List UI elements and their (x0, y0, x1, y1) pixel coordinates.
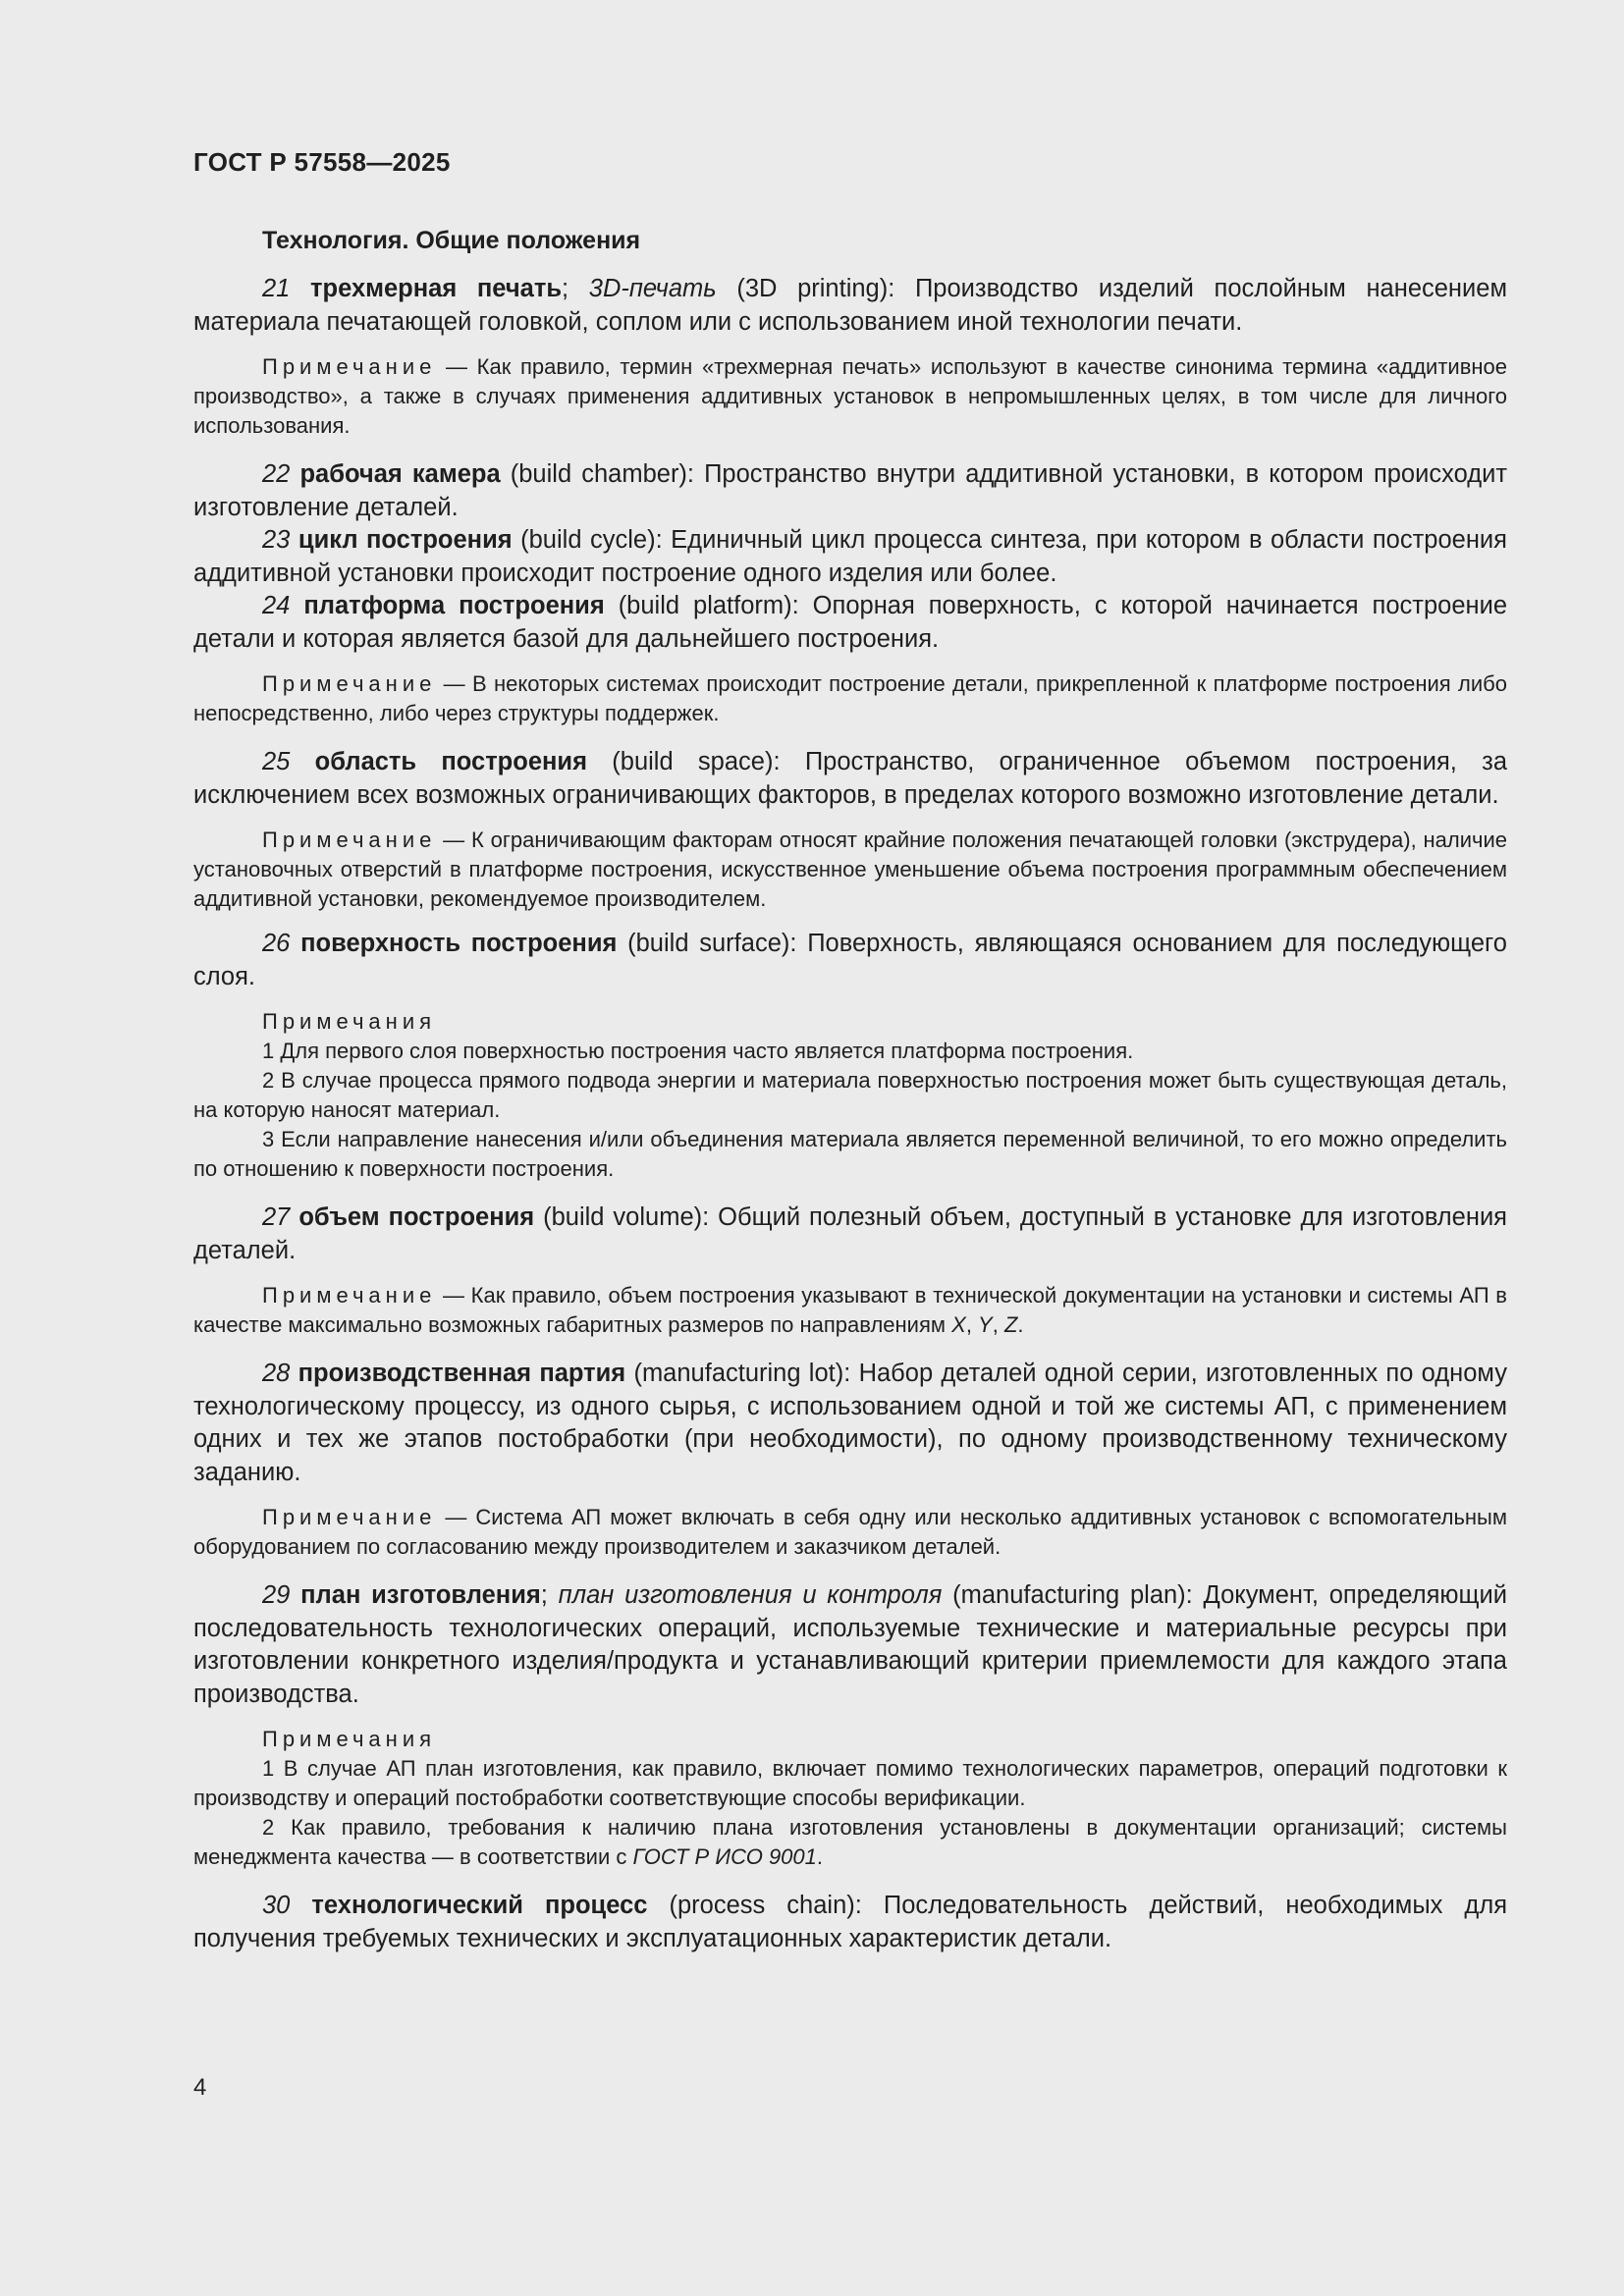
note-label: Примечание (262, 354, 437, 379)
period: . (816, 1844, 824, 1869)
section-title: Технология. Общие положения (262, 227, 641, 254)
document-header: ГОСТ Р 57558—2025 (193, 147, 451, 177)
term-number: 24 (262, 592, 291, 619)
term-28-note (193, 1503, 1507, 1562)
term-synonym: план изготовления и контроля (547, 1581, 943, 1609)
term-definition: (build volume): Общий полезный объем, доступный в установке для изготовления деталей. (193, 1203, 1507, 1264)
separator: , (965, 1312, 979, 1337)
term-30 (193, 1890, 1507, 1955)
term-separator: ; (562, 275, 569, 302)
term-number: 23 (262, 526, 291, 554)
term-name: рабочая камера (299, 460, 501, 488)
term-synonym: 3D-печать (588, 275, 717, 302)
axis-x: X (951, 1312, 966, 1337)
term-29 (193, 1579, 1507, 1711)
term-number: 26 (262, 930, 291, 957)
term-definition: (build chamber): Пространство внутри аддитивной установки, в котором происходит изготовление деталей. (193, 460, 1507, 521)
term-27-note (193, 1281, 1507, 1340)
term-22 (193, 458, 1507, 524)
note-text: — Как правило, термин «трехмерная печать» используют в качестве синонима термина «аддитивное производство», а также в случаях применения аддитивных установок в непромышленных целях, в том числе для личного использования. (193, 354, 1507, 438)
note-item (193, 1813, 1507, 1872)
term-number: 25 (262, 748, 291, 775)
term-name: производственная партия (298, 1360, 626, 1387)
note-text: 2 Как правило, требования к наличию плана изготовления установлены в документации организаций; системы менеджмента качества — в соответствии с (193, 1815, 1507, 1869)
term-definition: (build cycle): Единичный цикл процесса синтеза, при котором в области построения аддитивной установки происходит построение одного изделия или более. (193, 526, 1507, 587)
term-definition: (build space): Пространство, ограниченное объемом построения, за исключением всех возможных ограничивающих факторов, в пределах которого возможно изготовление детали. (193, 748, 1508, 809)
term-number: 22 (262, 460, 291, 488)
note-text: — В некоторых системах происходит построение детали, прикрепленной к платформе построения либо непосредственно, либо через структуры поддержек. (193, 671, 1507, 725)
term-21 (193, 273, 1507, 339)
note-text: — Как правило, объем построения указывают в технической документации на установки и системы АП в качестве максимально возможных габаритных размеров по направлениям (193, 1283, 1507, 1337)
axis-z: Z (1003, 1312, 1018, 1337)
notes-label: Примечания (262, 1727, 437, 1751)
term-25-note (193, 826, 1507, 914)
term-number: 30 (262, 1892, 291, 1919)
term-name: технологический процесс (311, 1892, 648, 1919)
term-definition: (process chain): Последовательность действий, необходимых для получения требуемых технических и эксплуатационных характеристик детали. (193, 1892, 1508, 1952)
term-definition: (manufacturing plan): Документ, определяющий последовательность технологических операций, используемые технические и материальные ресурсы при изготовлении конкретного изделия/продукта и устанавливающий критерии приемлемости для каждого этапа производства. (193, 1581, 1507, 1708)
separator: , (992, 1312, 1004, 1337)
term-number: 27 (262, 1203, 291, 1231)
term-28 (193, 1358, 1507, 1489)
term-21-note (193, 352, 1507, 441)
notes-label: Примечания (262, 1009, 437, 1034)
note-label: Примечание (262, 1505, 437, 1529)
term-27 (193, 1201, 1507, 1267)
note-item: 2 В случае процесса прямого подвода энергии и материала поверхностью построения может быть существующая деталь, на которую наносят материал. (193, 1068, 1507, 1122)
term-name: цикл построения (298, 526, 513, 554)
term-26 (193, 928, 1507, 993)
term-name: объем построения (298, 1203, 535, 1231)
term-name: трехмерная печать (310, 275, 562, 302)
note-label: Примечание (262, 828, 437, 852)
page-number: 4 (193, 2074, 207, 2101)
note-label: Примечание (262, 671, 437, 696)
term-definition: (build platform): Опорная поверхность, с которой начинается построение детали и которая является базой для дальнейшего построения. (193, 592, 1508, 653)
period: . (1017, 1312, 1024, 1337)
note-text: — К ограничивающим факторам относят крайние положения печатающей головки (экструдера), наличие установочных отверстий в платформе построения, искусственное уменьшение объема построения программным обеспечением аддитивной установки, рекомендуемое производителем. (193, 828, 1507, 911)
term-24 (193, 590, 1507, 656)
term-definition: (3D printing): Производство изделий послойным нанесением материала печатающей головкой, соплом или с использованием иной технологии печати. (193, 275, 1507, 336)
term-separator: ; (540, 1581, 548, 1609)
term-name: платформа построения (303, 592, 605, 619)
document-body (193, 224, 1507, 1955)
term-23 (193, 524, 1507, 590)
term-name: поверхность построения (300, 930, 618, 957)
note-label: Примечание (262, 1283, 437, 1308)
term-definition: (build surface): Поверхность, являющаяся основанием для последующего слоя. (193, 930, 1507, 990)
term-26-notes (193, 1007, 1507, 1184)
standard-reference: ГОСТ Р ИСО 9001 (632, 1844, 817, 1869)
term-number: 29 (262, 1581, 291, 1609)
term-name: план изготовления (300, 1581, 541, 1609)
term-number: 28 (262, 1360, 291, 1387)
term-24-note (193, 669, 1507, 728)
note-item: 1 В случае АП план изготовления, как правило, включает помимо технологических параметров, операций подготовки к производству и операций постобработки соответствующие способы верификации. (193, 1756, 1507, 1810)
term-29-notes (193, 1725, 1507, 1872)
axis-y: Y (978, 1312, 993, 1337)
note-item: 1 Для первого слоя поверхностью построения часто является платформа построения. (262, 1039, 1134, 1063)
term-name: область построения (314, 748, 587, 775)
term-25 (193, 746, 1507, 812)
note-text: — Система АП может включать в себя одну или несколько аддитивных установок с вспомогательным оборудованием по согласованию между производителем и заказчиком деталей. (193, 1505, 1507, 1559)
term-number: 21 (262, 275, 291, 302)
note-item: 3 Если направление нанесения и/или объединения материала является переменной величиной, то его можно определить по отношению к поверхности построения. (193, 1127, 1507, 1181)
term-definition: (manufacturing lot): Набор деталей одной серии, изготовленных по одному технологическому процессу, из одного сырья, с использованием одной и той же системы АП, с применением одних и тех же этапов постобработки (при необходимости), по одному производственному техническому заданию. (193, 1360, 1507, 1486)
